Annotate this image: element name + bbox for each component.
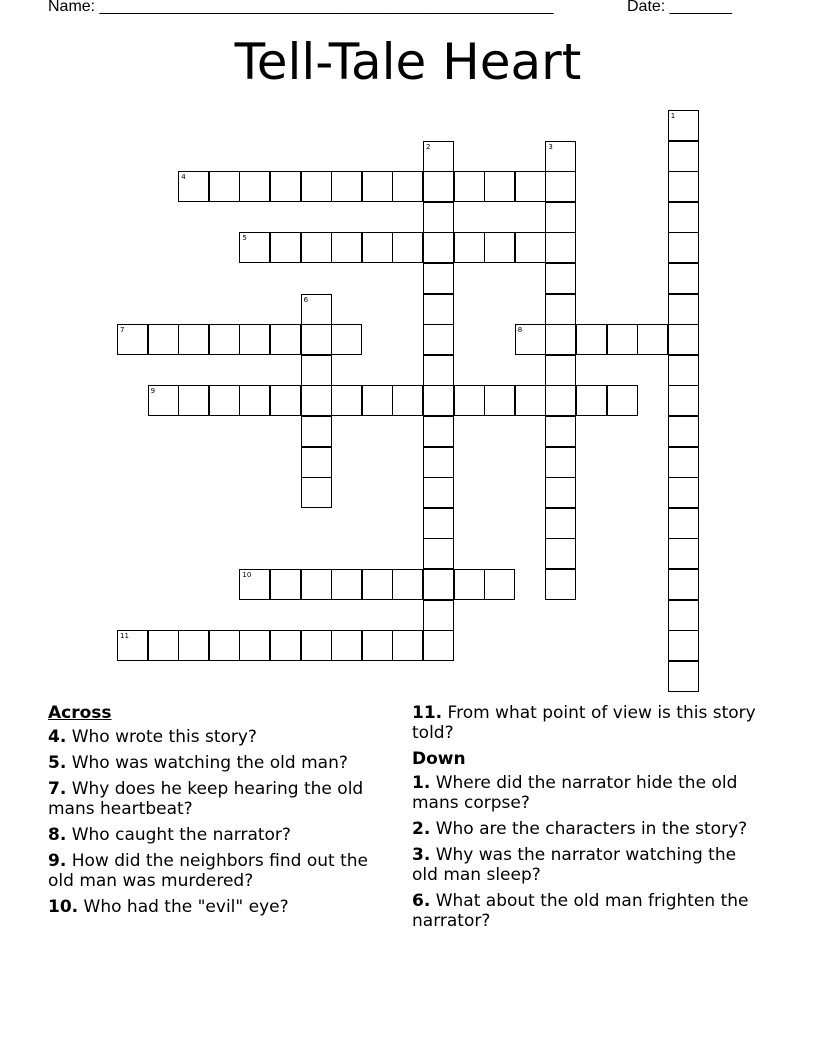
grid-cell[interactable] — [545, 141, 576, 172]
page-title: Tell-Tale Heart — [234, 33, 582, 91]
grid-cell[interactable] — [239, 171, 270, 202]
grid-cell[interactable] — [484, 171, 515, 202]
name-field-label: Name: ___________________________________________________ — [48, 0, 554, 15]
grid-cell[interactable] — [178, 630, 209, 661]
grid-cell[interactable] — [668, 355, 699, 386]
grid-cell[interactable] — [270, 171, 301, 202]
grid-cell[interactable] — [515, 385, 546, 416]
grid-cell[interactable] — [270, 324, 301, 355]
grid-cell[interactable] — [392, 569, 423, 600]
clue-across-4 — [48, 727, 388, 747]
grid-cell[interactable] — [270, 385, 301, 416]
grid-cell[interactable] — [668, 171, 699, 202]
grid-cell[interactable] — [668, 202, 699, 233]
grid-cell[interactable] — [515, 324, 546, 355]
clue-number-label: 4 — [181, 173, 186, 182]
grid-cell[interactable] — [148, 385, 179, 416]
grid-cell[interactable] — [454, 232, 485, 263]
grid-cell[interactable] — [148, 324, 179, 355]
grid-cell[interactable] — [301, 416, 332, 447]
grid-cell[interactable] — [607, 385, 638, 416]
grid-cell[interactable] — [668, 232, 699, 263]
clue-text: Who wrote this story? — [71, 727, 257, 747]
clue-number: 3. — [412, 845, 431, 865]
grid-cell[interactable] — [423, 508, 454, 539]
clue-number: 2. — [412, 819, 431, 839]
grid-cell[interactable] — [668, 569, 699, 600]
grid-cell[interactable] — [301, 385, 332, 416]
grid-cell[interactable] — [545, 171, 576, 202]
grid-cell[interactable] — [668, 141, 699, 172]
grid-cell[interactable] — [392, 385, 423, 416]
clue-number-label: 3 — [548, 142, 553, 151]
grid-cell[interactable] — [362, 385, 393, 416]
grid-cell[interactable] — [331, 630, 362, 661]
grid-cell[interactable] — [270, 569, 301, 600]
grid-cell[interactable] — [362, 569, 393, 600]
grid-cell[interactable] — [423, 141, 454, 172]
grid-cell[interactable] — [423, 538, 454, 569]
grid-cell[interactable] — [423, 385, 454, 416]
clue-text: Who are the characters in the story? — [435, 819, 748, 839]
clue-text: Who had the "evil" eye? — [83, 897, 289, 917]
grid-cell[interactable] — [668, 538, 699, 569]
grid-cell[interactable] — [668, 477, 699, 508]
clue-number-label: 8 — [517, 326, 523, 335]
grid-cell[interactable] — [668, 661, 699, 692]
clue-number: 6. — [412, 891, 431, 911]
grid-cell[interactable] — [668, 110, 699, 141]
grid-cell[interactable] — [454, 171, 485, 202]
grid-cell[interactable] — [545, 538, 576, 569]
grid-cell[interactable] — [209, 630, 240, 661]
grid-cell[interactable] — [301, 324, 332, 355]
clue-column-right — [412, 703, 762, 937]
grid-cell[interactable] — [423, 447, 454, 478]
clue-text: Why does he keep hearing the old mans heartbeat? — [48, 779, 364, 819]
down-heading: Down — [412, 749, 466, 769]
grid-cell[interactable] — [545, 569, 576, 600]
grid-cell[interactable] — [668, 263, 699, 294]
clue-text: Who was watching the old man? — [71, 753, 348, 773]
grid-cell[interactable] — [392, 171, 423, 202]
grid-cell[interactable] — [270, 630, 301, 661]
grid-cell[interactable] — [178, 385, 209, 416]
clue-number-label: 11 — [120, 632, 129, 641]
grid-cell[interactable] — [392, 232, 423, 263]
clue-number: 10. — [48, 897, 79, 917]
grid-cell[interactable] — [301, 171, 332, 202]
clue-number-label: 9 — [150, 387, 156, 396]
clue-number-label: 7 — [120, 326, 125, 335]
grid-cell[interactable] — [209, 171, 240, 202]
clue-across-8 — [48, 825, 388, 845]
grid-cell[interactable] — [545, 385, 576, 416]
grid-cell[interactable] — [301, 477, 332, 508]
grid-cell[interactable] — [239, 385, 270, 416]
clue-across-10 — [48, 897, 388, 917]
grid-cell[interactable] — [545, 416, 576, 447]
clue-number: 1. — [412, 773, 431, 793]
grid-cell[interactable] — [423, 630, 454, 661]
grid-cell[interactable] — [423, 294, 454, 325]
grid-cell[interactable] — [239, 630, 270, 661]
grid-cell[interactable] — [362, 232, 393, 263]
grid-cell[interactable] — [362, 630, 393, 661]
grid-cell[interactable] — [301, 447, 332, 478]
grid-cell[interactable] — [331, 385, 362, 416]
grid-cell[interactable] — [362, 171, 393, 202]
grid-cell[interactable] — [331, 232, 362, 263]
clue-text: What about the old man frighten the narrator? — [412, 891, 749, 931]
grid-cell[interactable] — [331, 171, 362, 202]
grid-cell[interactable] — [301, 630, 332, 661]
clue-number-label: 1 — [670, 112, 676, 120]
clue-down-6 — [412, 891, 762, 931]
clue-across-7 — [48, 779, 388, 819]
grid-cell[interactable] — [117, 630, 148, 661]
grid-cell[interactable] — [545, 508, 576, 539]
grid-cell[interactable] — [423, 202, 454, 233]
grid-cell[interactable] — [454, 569, 485, 600]
across-heading: Across — [48, 703, 112, 723]
clue-number: 5. — [48, 753, 67, 773]
grid-cell[interactable] — [484, 569, 515, 600]
grid-cell[interactable] — [454, 385, 485, 416]
grid-cell[interactable] — [668, 600, 699, 631]
grid-cell[interactable] — [423, 416, 454, 447]
grid-cell[interactable] — [270, 232, 301, 263]
grid-cell[interactable] — [484, 232, 515, 263]
clue-across-5 — [48, 753, 388, 773]
clue-down-2 — [412, 819, 762, 839]
grid-cell[interactable] — [239, 324, 270, 355]
clue-text: Where did the narrator hide the old mans corpse? — [412, 773, 738, 813]
grid-cell[interactable] — [331, 324, 362, 355]
grid-cell[interactable] — [423, 569, 454, 600]
grid-cell[interactable] — [301, 569, 332, 600]
grid-cell[interactable] — [423, 600, 454, 631]
grid-cell[interactable] — [576, 385, 607, 416]
grid-cell[interactable] — [545, 263, 576, 294]
grid-cell[interactable] — [239, 232, 270, 263]
clue-number-label: 2 — [426, 142, 431, 151]
grid-cell[interactable] — [178, 171, 209, 202]
grid-cell[interactable] — [178, 324, 209, 355]
clue-text: Why was the narrator watching the old man sleep? — [412, 845, 737, 885]
grid-cell[interactable] — [668, 508, 699, 539]
grid-cell[interactable] — [484, 385, 515, 416]
clue-number: 7. — [48, 779, 67, 799]
grid-cell[interactable] — [209, 385, 240, 416]
grid-cell[interactable] — [515, 171, 546, 202]
grid-cell[interactable] — [576, 324, 607, 355]
grid-cell[interactable] — [301, 355, 332, 386]
clue-column-left — [48, 703, 388, 923]
clue-across-9 — [48, 851, 388, 891]
grid-cell[interactable] — [668, 294, 699, 325]
clue-number: 4. — [48, 727, 67, 747]
clue-number-label: 5 — [242, 234, 247, 243]
grid-cell[interactable] — [668, 416, 699, 447]
grid-cell[interactable] — [423, 324, 454, 355]
date-field-label: Date: _______ — [627, 0, 732, 15]
clue-number-label: 10 — [242, 571, 252, 579]
grid-cell[interactable] — [423, 171, 454, 202]
clue-text: How did the neighbors find out the old man was murdered? — [48, 851, 368, 891]
grid-cell[interactable] — [239, 569, 270, 600]
clue-text: From what point of view is this story told? — [412, 703, 756, 743]
grid-cell[interactable] — [301, 294, 332, 325]
grid-cell[interactable] — [545, 477, 576, 508]
grid-cell[interactable] — [607, 324, 638, 355]
grid-cell[interactable] — [423, 355, 454, 386]
clue-down-1 — [412, 773, 762, 813]
clue-number: 9. — [48, 851, 67, 871]
grid-cell[interactable] — [423, 263, 454, 294]
grid-cell[interactable] — [331, 569, 362, 600]
grid-cell[interactable] — [545, 202, 576, 233]
clue-number: 11. — [412, 703, 443, 723]
grid-cell[interactable] — [545, 355, 576, 386]
grid-cell[interactable] — [668, 324, 699, 355]
grid-cell[interactable] — [392, 630, 423, 661]
clue-down-3 — [412, 845, 762, 885]
grid-cell[interactable] — [515, 232, 546, 263]
grid-cell[interactable] — [668, 447, 699, 478]
grid-cell[interactable] — [668, 630, 699, 661]
grid-cell[interactable] — [423, 232, 454, 263]
clue-number-label: 6 — [303, 295, 309, 304]
grid-cell[interactable] — [545, 294, 576, 325]
grid-cell[interactable] — [117, 324, 148, 355]
grid-cell[interactable] — [637, 324, 668, 355]
clue-across-11 — [412, 703, 762, 743]
clue-number: 8. — [48, 825, 67, 845]
grid-cell[interactable] — [545, 447, 576, 478]
grid-cell[interactable] — [301, 232, 332, 263]
grid-cell[interactable] — [545, 232, 576, 263]
clue-text: Who caught the narrator? — [71, 825, 291, 845]
grid-cell[interactable] — [148, 630, 179, 661]
grid-cell[interactable] — [423, 477, 454, 508]
grid-cell[interactable] — [545, 324, 576, 355]
grid-cell[interactable] — [668, 385, 699, 416]
grid-cell[interactable] — [209, 324, 240, 355]
